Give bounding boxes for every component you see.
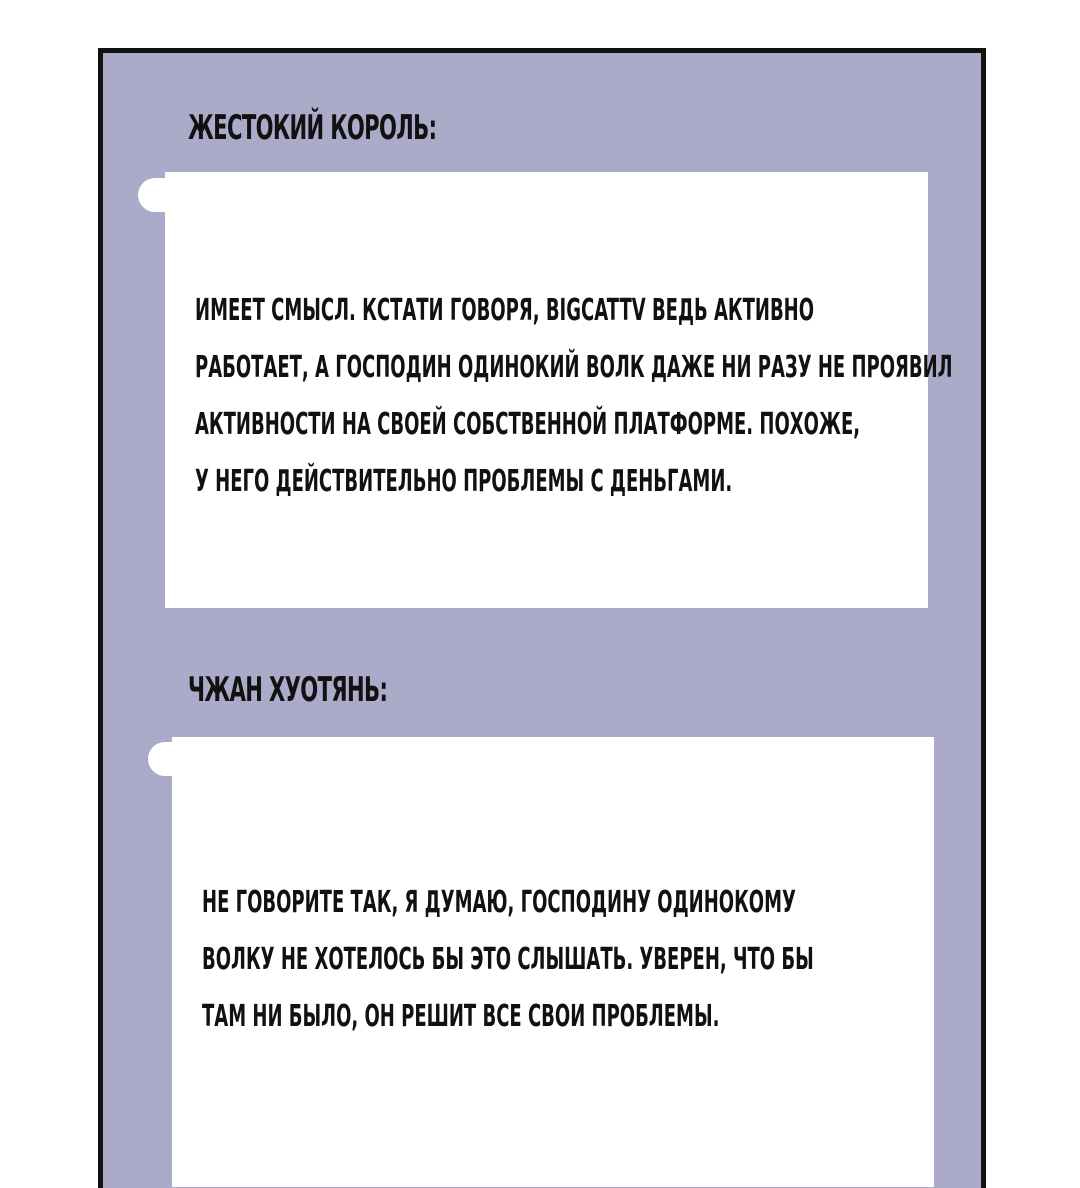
message-line: РАБОТАЕТ, А ГОСПОДИН ОДИНОКИЙ ВОЛК ДАЖЕ НИ РАЗУ НЕ ПРОЯВИЛ — [195, 350, 953, 385]
speech-bubble-tail — [138, 178, 168, 212]
message-text — [195, 282, 953, 510]
message-line: АКТИВНОСТИ НА СВОЕЙ СОБСТВЕННОЙ ПЛАТФОРМЕ. ПОХОЖЕ, — [195, 407, 861, 442]
message-line: ИМЕЕТ СМЫСЛ. КСТАТИ ГОВОРЯ, BIGCATTV ВЕДЬ АКТИВНО — [195, 293, 815, 328]
message-line: НЕ ГОВОРИТЕ ТАК, Я ДУМАЮ, ГОСПОДИНУ ОДИНОКОМУ — [202, 885, 796, 920]
message-line: ТАМ НИ БЫЛО, ОН РЕШИТ ВСЕ СВОИ ПРОБЛЕМЫ. — [202, 999, 720, 1034]
message-line: ВОЛКУ НЕ ХОТЕЛОСЬ БЫ ЭТО СЛЫШАТЬ. УВЕРЕН, ЧТО БЫ — [202, 942, 814, 977]
message-line: У НЕГО ДЕЙСТВИТЕЛЬНО ПРОБЛЕМЫ С ДЕНЬГАМИ. — [195, 464, 733, 499]
message-text — [202, 874, 814, 1045]
speaker-name: ЖЕСТОКИЙ КОРОЛЬ: — [188, 108, 437, 148]
speaker-name: ЧЖАН ХУОТЯНЬ: — [188, 670, 388, 710]
